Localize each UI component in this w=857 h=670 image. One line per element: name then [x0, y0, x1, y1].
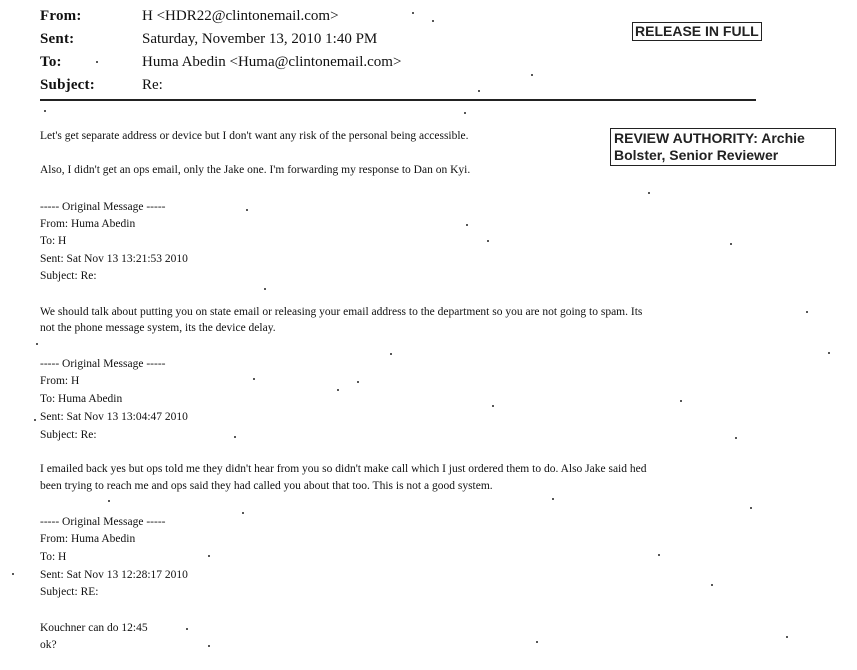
scan-speck	[412, 12, 414, 14]
original-message-divider: ----- Original Message -----	[40, 201, 166, 213]
scan-speck	[466, 224, 468, 226]
to-value: Huma Abedin <Huma@clintonemail.com>	[142, 54, 402, 70]
message-line-2: Also, I didn't get an ops email, only the Jake one. I'm forwarding my response to Dan on Kyi.	[40, 164, 471, 176]
scan-speck	[432, 20, 434, 22]
scan-speck	[552, 498, 554, 500]
scan-speck	[806, 311, 808, 313]
sent-label: Sent:	[40, 31, 75, 47]
from-value: H <HDR22@clintonemail.com>	[142, 8, 339, 24]
from-label: From:	[40, 8, 82, 24]
thread-subject: Subject: Re:	[40, 270, 97, 282]
scan-speck	[711, 584, 713, 586]
subject-label: Subject:	[40, 77, 95, 93]
thread-from: From: Huma Abedin	[40, 533, 136, 545]
thread-subject: Subject: Re:	[40, 429, 97, 441]
header-divider	[40, 99, 756, 101]
scan-speck	[536, 641, 538, 643]
scan-speck	[253, 378, 255, 380]
scan-speck	[208, 645, 210, 647]
scan-speck	[750, 507, 752, 509]
scan-speck	[828, 352, 830, 354]
scan-speck	[487, 240, 489, 242]
thread-to: To: H	[40, 551, 67, 563]
thread-body-line-1: Kouchner can do 12:45	[40, 622, 148, 634]
scan-speck	[464, 112, 466, 114]
scan-speck	[36, 343, 38, 345]
thread-from: From: H	[40, 375, 80, 387]
scan-speck	[478, 90, 480, 92]
release-stamp: RELEASE IN FULL	[632, 22, 762, 41]
scan-speck	[246, 209, 248, 211]
scan-speck	[264, 288, 266, 290]
scan-speck	[208, 555, 210, 557]
scan-speck	[658, 554, 660, 556]
scan-speck	[357, 381, 359, 383]
original-message-divider: ----- Original Message -----	[40, 358, 166, 370]
scan-speck	[12, 573, 14, 575]
scan-speck	[680, 400, 682, 402]
scan-speck	[96, 61, 98, 63]
thread-to: To: Huma Abedin	[40, 393, 123, 405]
scan-speck	[337, 389, 339, 391]
scan-speck	[44, 110, 46, 112]
original-message-divider: ----- Original Message -----	[40, 516, 166, 528]
sent-value: Saturday, November 13, 2010 1:40 PM	[142, 31, 378, 47]
scan-speck	[242, 512, 244, 514]
scan-speck	[735, 437, 737, 439]
scan-speck	[108, 500, 110, 502]
thread-body-line-2: not the phone message system, its the device delay.	[40, 322, 276, 334]
review-authority-stamp: REVIEW AUTHORITY: Archie Bolster, Senior Reviewer	[610, 128, 836, 166]
scan-speck	[786, 636, 788, 638]
thread-from: From: Huma Abedin	[40, 218, 136, 230]
thread-body-line-2: been trying to reach me and ops said they had called you about that too. This is not a good system.	[40, 480, 493, 492]
scan-speck	[186, 628, 188, 630]
scan-speck	[648, 192, 650, 194]
to-label: To:	[40, 54, 62, 70]
thread-body-line-2: ok?	[40, 639, 57, 651]
scan-speck	[531, 74, 533, 76]
scan-speck	[730, 243, 732, 245]
thread-sent: Sent: Sat Nov 13 13:21:53 2010	[40, 253, 188, 265]
scan-speck	[234, 436, 236, 438]
subject-value: Re:	[142, 77, 163, 93]
thread-sent: Sent: Sat Nov 13 13:04:47 2010	[40, 411, 188, 423]
thread-body-line-1: I emailed back yes but ops told me they didn't hear from you so didn't make call which I just ordered them to do. Also Jake said hed	[40, 463, 647, 475]
message-line-1: Let's get separate address or device but I don't want any risk of the personal being accessible.	[40, 130, 469, 142]
thread-to: To: H	[40, 235, 67, 247]
scan-speck	[492, 405, 494, 407]
scan-speck	[34, 419, 36, 421]
scan-speck	[390, 353, 392, 355]
thread-sent: Sent: Sat Nov 13 12:28:17 2010	[40, 569, 188, 581]
thread-subject: Subject: RE:	[40, 586, 99, 598]
thread-body-line-1: We should talk about putting you on state email or releasing your email address to the department so you are not going to spam. Its	[40, 306, 643, 318]
